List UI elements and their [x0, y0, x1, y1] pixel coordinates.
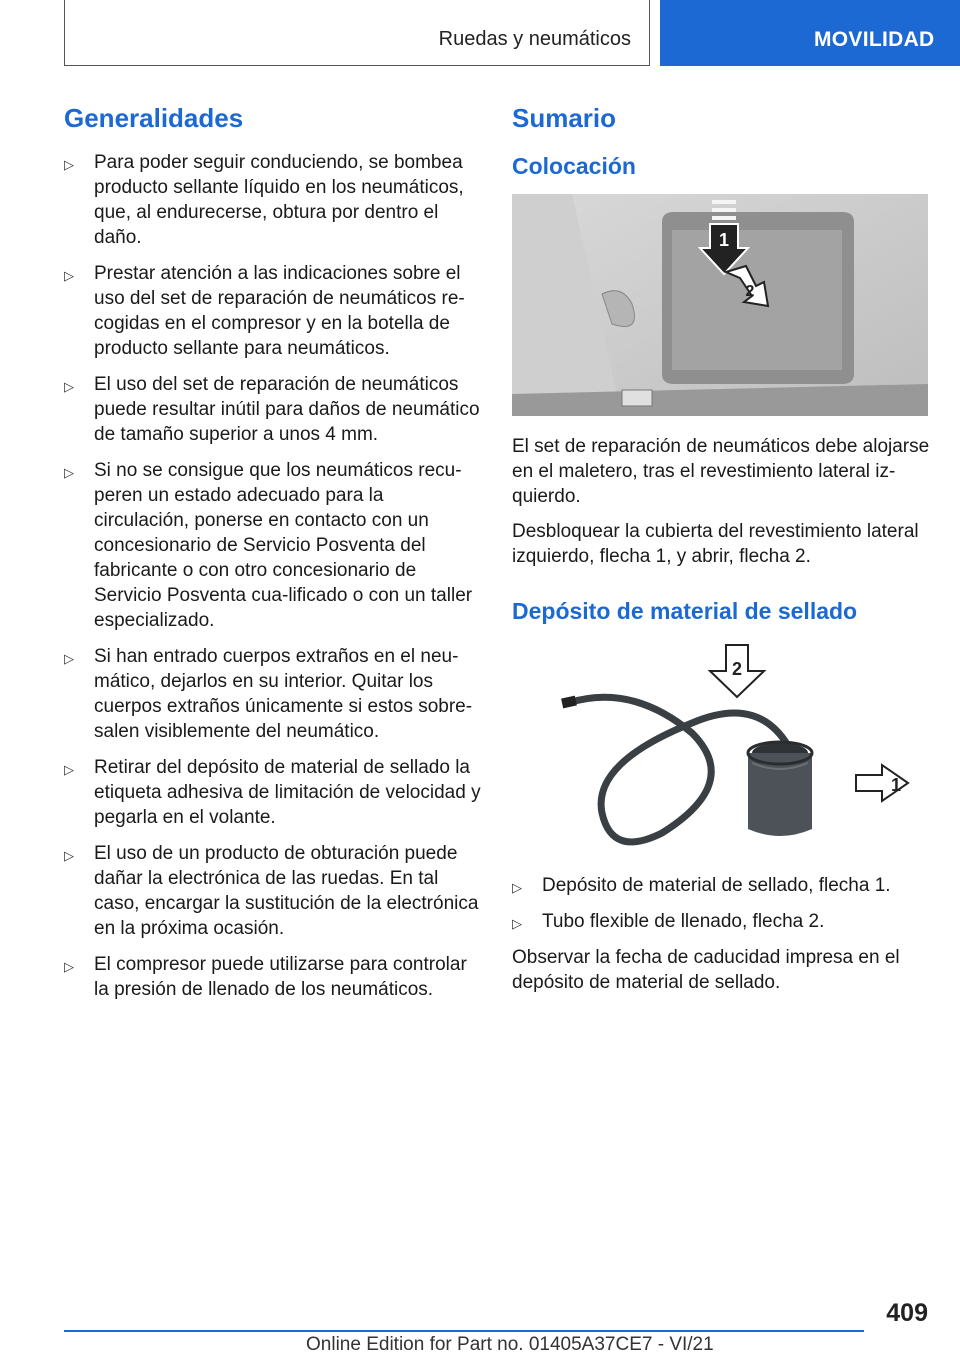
triangle-bullet-icon: ▷ — [64, 959, 74, 974]
svg-text:1: 1 — [718, 230, 730, 250]
footer-divider — [64, 1330, 864, 1332]
triangle-bullet-icon: ▷ — [512, 916, 522, 931]
right-column — [512, 100, 930, 1005]
list-item: ▷ Tubo flexible de llenado, flecha 2. — [512, 909, 930, 934]
placement-paragraph-1: El set de reparación de neumáticos debe alojarse en el maletero, tras el revestimiento lateral iz-quierdo. — [512, 436, 930, 507]
header-section-title: Ruedas y neumáticos — [438, 28, 631, 50]
triangle-bullet-icon: ▷ — [64, 651, 74, 666]
svg-text:2: 2 — [731, 659, 743, 679]
section-heading-sumario: Sumario — [512, 103, 617, 133]
page-number: 409 — [886, 1299, 928, 1327]
svg-text:1: 1 — [890, 775, 902, 795]
list-item: ▷ Retirar del depósito de material de sellado la etiqueta adhesiva de limitación de velocidad y pegarla en el volante. — [64, 757, 481, 828]
placement-paragraph-2: Desbloquear la cubierta del revestimiento lateral izquierdo, flecha 1, y abrir, flecha 2. — [512, 521, 919, 567]
list-item: ▷ El uso de un producto de obturación puede dañar la electrónica de las ruedas. En tal caso, encargar la sustitución de la electrónica en la próxima ocasión. — [64, 843, 479, 939]
list-item: ▷ Depósito de material de sellado, flecha 1. — [512, 873, 930, 898]
list-item: ▷ El compresor puede utilizarse para controlar la presión de llenado de los neumáticos. — [64, 954, 467, 1000]
sealant-bullet-list — [512, 873, 930, 934]
sealant-note: Observar la fecha de caducidad impresa en el depósito de material de sellado. — [512, 947, 900, 993]
triangle-bullet-icon: ▷ — [64, 465, 74, 480]
header-chapter-tab[interactable]: MOVILIDAD — [660, 0, 960, 66]
arrow-2-icon — [710, 645, 764, 697]
list-item: ▷ Si no se consigue que los neumáticos recu-peren un estado adecuado para la circulación, ponerse en contacto con un concesionario de Servicio Posventa del fabricante o con otro concesionario de Servicio Posventa cua-lificado o con un taller especializado. — [64, 460, 473, 631]
triangle-bullet-icon: ▷ — [64, 268, 74, 283]
triangle-bullet-icon: ▷ — [512, 880, 522, 895]
list-item: ▷ Para poder seguir conduciendo, se bombea producto sellante líquido en los neumáticos, que, al endurecerse, obtura por dentro el daño. — [64, 152, 464, 248]
sealant-bottle-illustration — [512, 643, 928, 861]
list-item: ▷ Si han entrado cuerpos extraños en el neu-mático, dejarlos en su interior. Quitar los cuerpos extraños únicamente si estos sobre-salen visiblemente del neumático. — [64, 646, 473, 742]
list-item: ▷ Prestar atención a las indicaciones sobre el uso del set de reparación de neumáticos re-cogidas en el compresor y en la botella de producto sellante para neumáticos. — [64, 263, 465, 359]
triangle-bullet-icon: ▷ — [64, 762, 74, 777]
triangle-bullet-icon: ▷ — [64, 157, 74, 172]
left-column — [64, 100, 482, 1013]
list-item: ▷ El uso del set de reparación de neumáticos puede resultar inútil para daños de neumático de tamaño superior a unos 4 mm. — [64, 374, 480, 445]
subheading-deposito: Depósito de material de sellado — [512, 598, 858, 624]
header-section-box — [64, 0, 650, 66]
triangle-bullet-icon: ▷ — [64, 848, 74, 863]
subheading-colocacion: Colocación — [512, 153, 636, 179]
footer-edition: Online Edition for Part no. 01405A37CE7 - VI/21 — [306, 1334, 714, 1355]
trunk-panel-illustration — [512, 194, 928, 416]
svg-text:2: 2 — [745, 283, 755, 300]
general-bullet-list — [64, 150, 482, 1002]
arrow-1-icon — [856, 765, 908, 801]
triangle-bullet-icon: ▷ — [64, 379, 74, 394]
section-heading-generalidades: Generalidades — [64, 103, 244, 133]
